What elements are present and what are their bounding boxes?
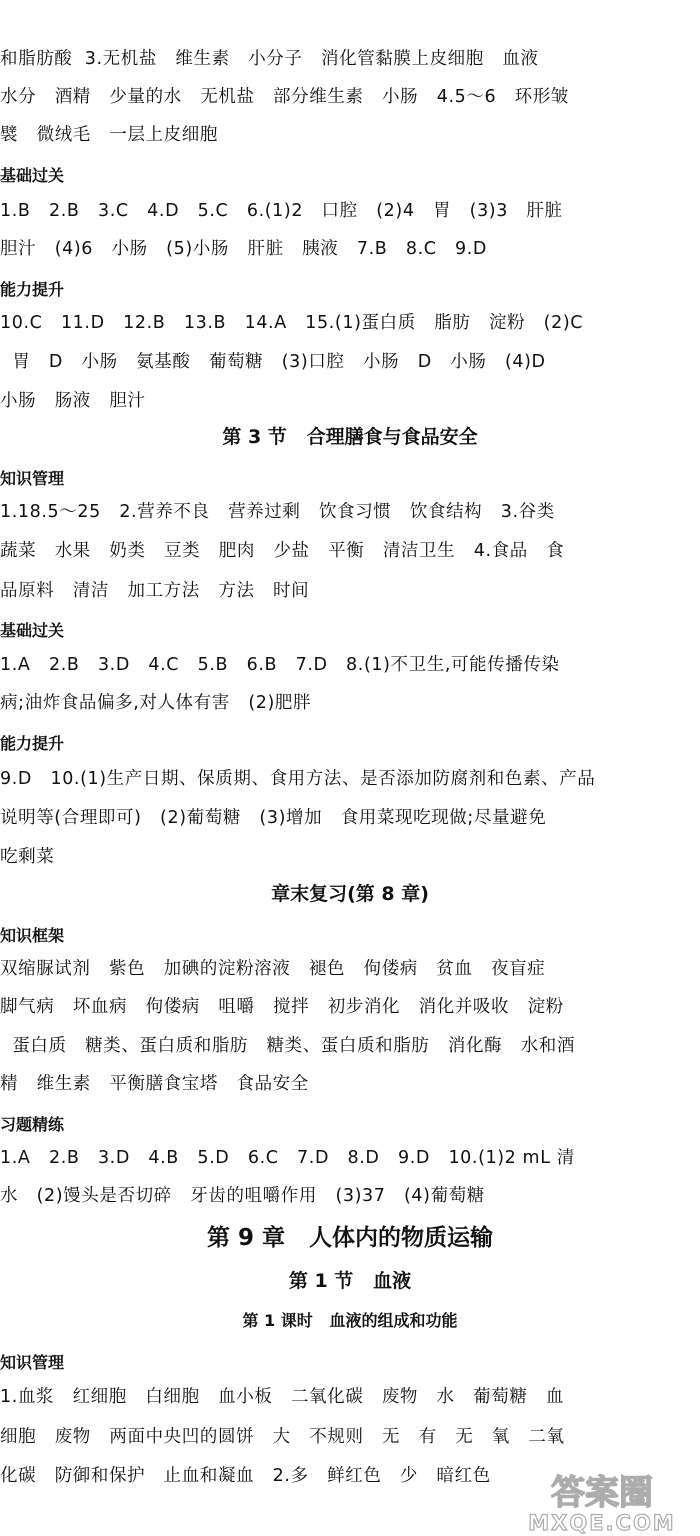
text-line: 小肠 肠液 胆汁 (0, 391, 146, 411)
text-line: 胆汁 (4)6 小肠 (5)小肠 肝脏 胰液 7.B 8.C 9.D (0, 239, 488, 259)
section-label: 能力提升 (0, 280, 65, 299)
lesson-title: 第 1 课时 血液的组成和功能 (242, 1311, 458, 1330)
text-line: 9.D 10.(1)生产日期、保质期、食用方法、是否添加防腐剂和色素、产品 (0, 769, 596, 789)
section-title: 章末复习(第 8 章) (271, 883, 429, 905)
section-label: 知识管理 (0, 1353, 65, 1372)
section-label: 基础过关 (0, 166, 65, 185)
section-title: 第 1 节 血液 (288, 1270, 412, 1292)
text-line: 精 维生素 平衡膳食宝塔 食品安全 (0, 1074, 309, 1094)
text-line: 水 (2)馒头是否切碎 牙齿的咀嚼作用 (3)37 (4)葡萄糖 (0, 1186, 485, 1206)
chapter-title: 第 9 章 人体内的物质运输 (206, 1225, 494, 1251)
section-label: 知识框架 (0, 926, 65, 945)
text-line: 蛋白质 糖类、蛋白质和脂肪 糖类、蛋白质和脂肪 消化酶 水和酒 (0, 1036, 575, 1056)
section-label: 基础过关 (0, 621, 65, 640)
section-label: 知识管理 (0, 469, 65, 488)
watermark-text: 答案圈 (551, 1473, 653, 1513)
text-line: 吃剩菜 (0, 847, 55, 867)
text-line: 1.18.5～25 2.营养不良 营养过剩 饮食习惯 饮食结构 3.谷类 (0, 502, 555, 522)
text-line: 胃 D 小肠 氨基酸 葡萄糖 (3)口腔 小肠 D 小肠 (4)D (0, 352, 546, 372)
text-line: 病;油炸食品偏多,对人体有害 (2)肥胖 (0, 693, 312, 713)
text-line: 蔬菜 水果 奶类 豆类 肥肉 少盐 平衡 清洁卫生 4.食品 食 (0, 541, 565, 561)
text-line: 脚气病 坏血病 佝偻病 咀嚼 搅拌 初步消化 消化并吸收 淀粉 (0, 997, 564, 1017)
text-line: 细胞 废物 两面中央凹的圆饼 大 不规则 无 有 无 氧 二氧 (0, 1427, 565, 1447)
text-line: 和脂肪酸 3.无机盐 维生素 小分子 消化管黏膜上皮细胞 血液 (0, 49, 539, 69)
text-line: 1.A 2.B 3.D 4.C 5.B 6.B 7.D 8.(1)不卫生,可能传播传染 (0, 655, 560, 675)
text-line: 1.B 2.B 3.C 4.D 5.C 6.(1)2 口腔 (2)4 胃 (3)3 肝脏 (0, 201, 563, 221)
text-line: 水分 酒精 少量的水 无机盐 部分维生素 小肠 4.5～6 环形皱 (0, 87, 569, 107)
section-label: 能力提升 (0, 734, 65, 753)
section-title: 第 3 节 合理膳食与食品安全 (222, 426, 478, 448)
section-label: 习题精练 (0, 1115, 65, 1134)
text-line: 1.A 2.B 3.D 4.B 5.D 6.C 7.D 8.D 9.D 10.(1)2 mL 清 (0, 1148, 575, 1168)
text-line: 说明等(合理即可) (2)葡萄糖 (3)增加 食用菜现吃现做;尽量避免 (0, 808, 547, 828)
text-line: 双缩脲试剂 紫色 加碘的淀粉溶液 褪色 佝偻病 贫血 夜盲症 (0, 959, 546, 979)
text-line: 品原料 清洁 加工方法 方法 时间 (0, 581, 310, 601)
text-line: 化碳 防御和保护 止血和凝血 2.多 鲜红色 少 暗红色 (0, 1466, 491, 1486)
text-line: 襞 微绒毛 一层上皮细胞 (0, 125, 218, 145)
watermark-logo (506, 1468, 698, 1534)
watermark-url: MXQE.COM (528, 1511, 676, 1534)
text-line: 10.C 11.D 12.B 13.B 14.A 15.(1)蛋白质 脂肪 淀粉 (2)C (0, 313, 584, 333)
text-line: 1.血浆 红细胞 白细胞 血小板 二氧化碳 废物 水 葡萄糖 血 (0, 1387, 565, 1407)
